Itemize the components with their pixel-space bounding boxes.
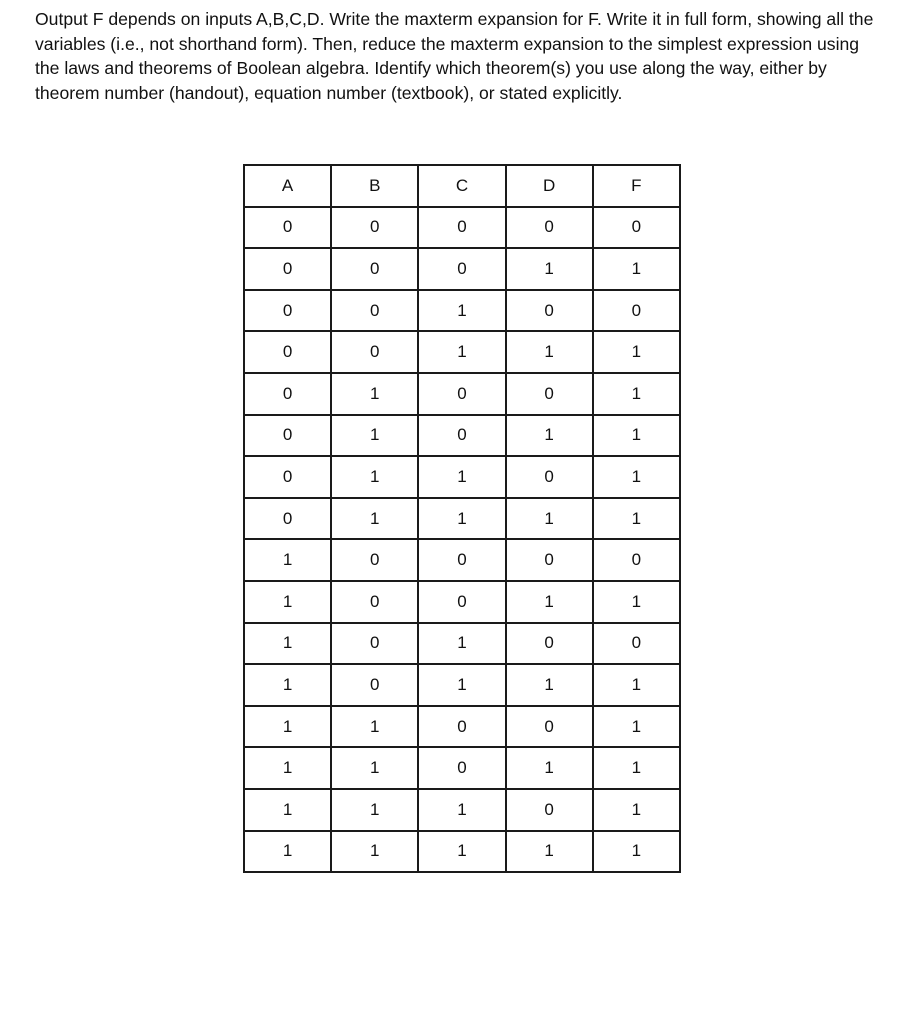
cell-b: 0 xyxy=(331,664,418,706)
cell-b: 1 xyxy=(331,373,418,415)
cell-b: 1 xyxy=(331,747,418,789)
table-row xyxy=(244,747,680,789)
cell-a: 1 xyxy=(244,664,331,706)
cell-d: 0 xyxy=(506,539,593,581)
cell-b: 0 xyxy=(331,539,418,581)
cell-c: 0 xyxy=(418,747,505,789)
cell-a: 0 xyxy=(244,248,331,290)
cell-d: 0 xyxy=(506,373,593,415)
table-row xyxy=(244,456,680,498)
cell-b: 0 xyxy=(331,207,418,249)
cell-c: 1 xyxy=(418,831,505,873)
cell-c: 0 xyxy=(418,581,505,623)
cell-d: 1 xyxy=(506,498,593,540)
table-row xyxy=(244,373,680,415)
cell-a: 0 xyxy=(244,207,331,249)
table-row xyxy=(244,290,680,332)
cell-c: 1 xyxy=(418,789,505,831)
cell-b: 1 xyxy=(331,498,418,540)
cell-d: 1 xyxy=(506,581,593,623)
cell-c: 1 xyxy=(418,290,505,332)
cell-c: 0 xyxy=(418,207,505,249)
header-f: F xyxy=(593,165,680,207)
table-body xyxy=(244,207,680,873)
truth-table xyxy=(243,164,681,873)
cell-d: 1 xyxy=(506,831,593,873)
cell-d: 1 xyxy=(506,747,593,789)
cell-d: 0 xyxy=(506,789,593,831)
cell-b: 0 xyxy=(331,623,418,665)
table-row xyxy=(244,331,680,373)
cell-c: 0 xyxy=(418,539,505,581)
cell-b: 1 xyxy=(331,831,418,873)
cell-b: 0 xyxy=(331,581,418,623)
cell-a: 1 xyxy=(244,581,331,623)
cell-d: 1 xyxy=(506,415,593,457)
cell-c: 1 xyxy=(418,498,505,540)
table-row xyxy=(244,498,680,540)
cell-b: 0 xyxy=(331,248,418,290)
table-row xyxy=(244,248,680,290)
cell-a: 1 xyxy=(244,706,331,748)
cell-c: 1 xyxy=(418,456,505,498)
header-d: D xyxy=(506,165,593,207)
table-row xyxy=(244,789,680,831)
cell-f: 1 xyxy=(593,415,680,457)
header-c: C xyxy=(418,165,505,207)
cell-f: 0 xyxy=(593,290,680,332)
cell-d: 0 xyxy=(506,207,593,249)
table-row xyxy=(244,706,680,748)
cell-a: 1 xyxy=(244,623,331,665)
cell-c: 0 xyxy=(418,373,505,415)
cell-b: 1 xyxy=(331,456,418,498)
cell-d: 0 xyxy=(506,290,593,332)
cell-b: 1 xyxy=(331,706,418,748)
cell-c: 0 xyxy=(418,248,505,290)
cell-b: 1 xyxy=(331,415,418,457)
cell-a: 0 xyxy=(244,290,331,332)
cell-d: 1 xyxy=(506,331,593,373)
cell-d: 1 xyxy=(506,664,593,706)
cell-a: 0 xyxy=(244,415,331,457)
cell-a: 1 xyxy=(244,831,331,873)
header-b: B xyxy=(331,165,418,207)
cell-b: 1 xyxy=(331,789,418,831)
cell-a: 1 xyxy=(244,539,331,581)
cell-a: 0 xyxy=(244,331,331,373)
cell-a: 1 xyxy=(244,789,331,831)
cell-f: 0 xyxy=(593,207,680,249)
cell-f: 1 xyxy=(593,331,680,373)
cell-f: 0 xyxy=(593,623,680,665)
cell-c: 1 xyxy=(418,623,505,665)
question-text: Output F depends on inputs A,B,C,D. Write the maxterm expansion for F. Write it in full form, showing all the variables (i.e., not shorthand form). Then, reduce the maxterm expansion to the simplest expression using the laws and theorems of Boolean algebra. Identify which theorem(s) you use along the way, either by theorem number (handout), equation number (textbook), or stated explicitly. xyxy=(35,9,874,103)
cell-c: 1 xyxy=(418,331,505,373)
cell-a: 0 xyxy=(244,456,331,498)
cell-f: 0 xyxy=(593,539,680,581)
cell-f: 1 xyxy=(593,456,680,498)
cell-f: 1 xyxy=(593,373,680,415)
cell-a: 0 xyxy=(244,498,331,540)
table-row xyxy=(244,623,680,665)
cell-f: 1 xyxy=(593,664,680,706)
cell-c: 0 xyxy=(418,706,505,748)
table-row xyxy=(244,539,680,581)
cell-f: 1 xyxy=(593,747,680,789)
table-row xyxy=(244,415,680,457)
cell-a: 1 xyxy=(244,747,331,789)
cell-f: 1 xyxy=(593,789,680,831)
cell-b: 0 xyxy=(331,331,418,373)
table-header-row xyxy=(244,165,680,207)
cell-b: 0 xyxy=(331,290,418,332)
cell-c: 1 xyxy=(418,664,505,706)
cell-d: 0 xyxy=(506,623,593,665)
table-row xyxy=(244,207,680,249)
cell-d: 0 xyxy=(506,456,593,498)
cell-a: 0 xyxy=(244,373,331,415)
table-row xyxy=(244,581,680,623)
cell-f: 1 xyxy=(593,831,680,873)
cell-c: 0 xyxy=(418,415,505,457)
table-row xyxy=(244,664,680,706)
header-a: A xyxy=(244,165,331,207)
cell-f: 1 xyxy=(593,581,680,623)
cell-f: 1 xyxy=(593,498,680,540)
cell-f: 1 xyxy=(593,248,680,290)
cell-d: 0 xyxy=(506,706,593,748)
cell-d: 1 xyxy=(506,248,593,290)
cell-f: 1 xyxy=(593,706,680,748)
table-row xyxy=(244,831,680,873)
